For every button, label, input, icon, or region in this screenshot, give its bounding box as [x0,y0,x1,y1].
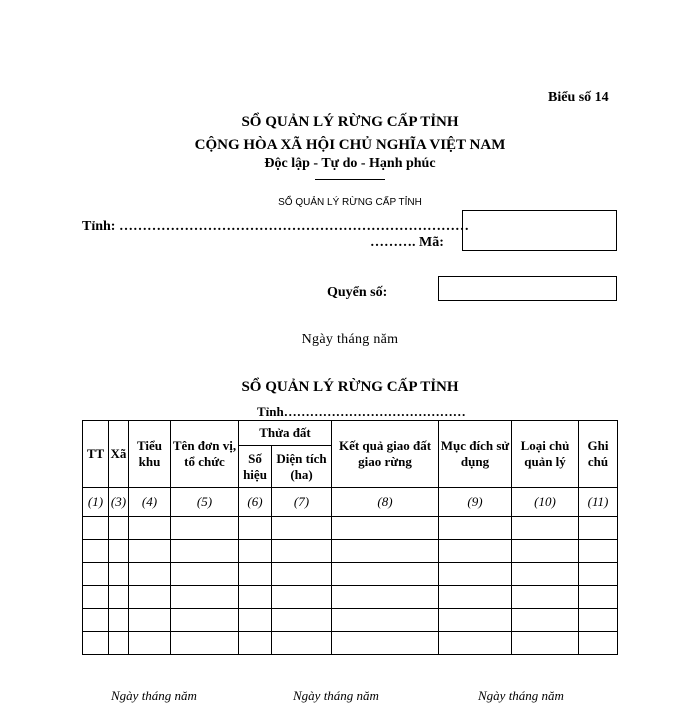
section-province: Tỉnh…………………………………… [257,404,466,419]
header-row [83,421,618,446]
header-dien-tich: Diện tích (ha) [272,446,332,488]
col-num: (3) [109,488,129,517]
col-num: (1) [83,488,109,517]
header-ten-don-vi: Tên đơn vị, tổ chức [171,421,239,488]
province-field[interactable]: Tỉnh: ………………………………………………………………… [82,219,469,234]
signature-date-left: Ngày tháng năm [111,688,197,703]
book-number-box[interactable] [438,276,617,301]
col-num: (11) [579,488,618,517]
header-xa: Xã [109,421,129,488]
code-label: ………. Mã: [370,235,444,250]
col-num: (9) [439,488,512,517]
form-number: Biểu số 14 [548,90,609,105]
col-num: (7) [272,488,332,517]
subtitle: SỔ QUẢN LÝ RỪNG CẤP TỈNH [278,197,422,208]
table-row[interactable] [83,632,618,655]
header-loai-chu: Loại chủ quản lý [512,421,579,488]
table-row[interactable] [83,563,618,586]
header-muc-dich: Mục đích sử dụng [439,421,512,488]
signature-date-right: Ngày tháng năm [478,688,564,703]
col-num: (5) [171,488,239,517]
col-num: (10) [512,488,579,517]
section-title: SỔ QUẢN LÝ RỪNG CẤP TỈNH [241,379,459,395]
motto: Độc lập - Tự do - Hạnh phúc [264,156,436,171]
register-table [82,420,618,655]
table-row[interactable] [83,609,618,632]
header-ket-qua: Kết quả giao đất giao rừng [332,421,439,488]
document-title: SỔ QUẢN LÝ RỪNG CẤP TỈNH [241,114,459,130]
header-so-hieu: Số hiệu [239,446,272,488]
code-box[interactable] [462,210,617,251]
table-row[interactable] [83,586,618,609]
national-title: CỘNG HÒA XÃ HỘI CHỦ NGHĨA VIỆT NAM [194,137,506,153]
book-number-label: Quyển số: [327,285,388,300]
column-number-row [83,488,618,517]
col-num: (6) [239,488,272,517]
header-thua-dat: Thửa đất [239,421,332,446]
date-line: Ngày tháng năm [301,332,399,347]
signature-date-center: Ngày tháng năm [293,688,379,703]
header-tieu-khu: Tiểu khu [129,421,171,488]
col-num: (8) [332,488,439,517]
col-num: (4) [129,488,171,517]
table-row[interactable] [83,540,618,563]
header-ghi-chu: Ghi chú [579,421,618,488]
motto-underline [315,179,385,180]
table-row[interactable] [83,517,618,540]
header-tt: TT [83,421,109,488]
